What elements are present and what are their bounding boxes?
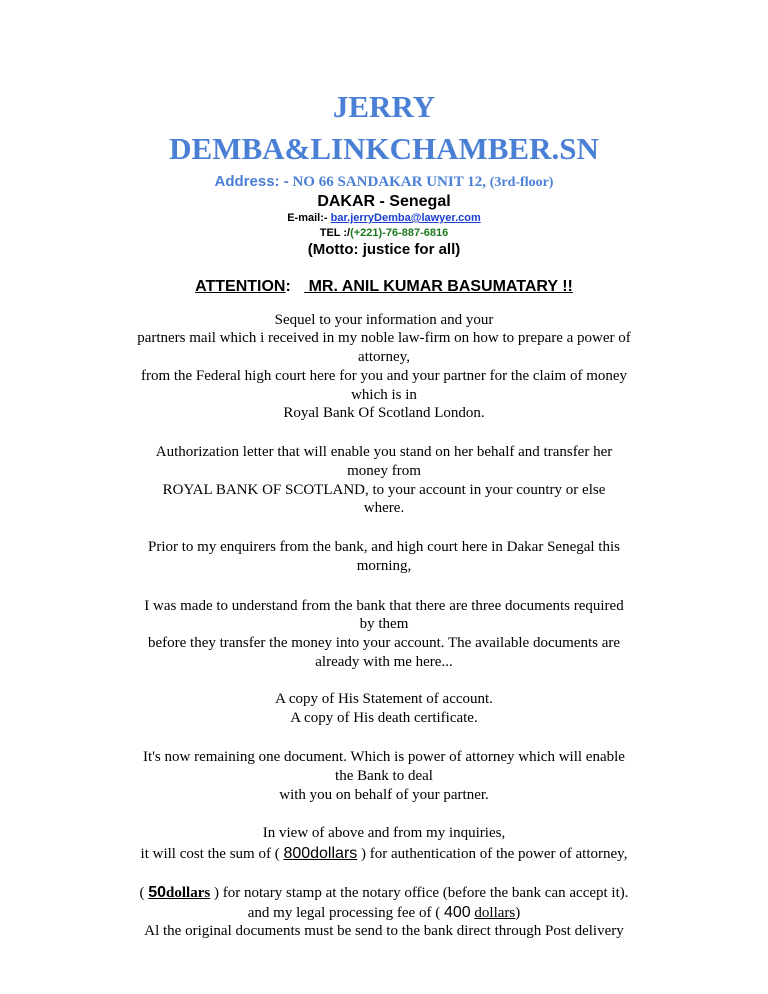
attention-colon: : (285, 278, 291, 295)
city-line: DAKAR - Senegal (317, 193, 451, 210)
email-label: E-mail:- (287, 212, 328, 224)
p4-line: by them (359, 616, 409, 632)
last-line: Al the original documents must be send to the bank direct through Post delivery (144, 923, 624, 939)
address-value: NO 66 SANDAKAR UNIT 12, (292, 174, 486, 190)
fee3-pre: and my legal processing fee of ( (247, 905, 441, 921)
motto: (Motto: justice for all) (307, 241, 461, 258)
address-label: Address: - (214, 173, 289, 190)
p1-line: from the Federal high court here for you and your partner for the claim of money (140, 368, 628, 384)
address-floor: (3rd-floor) (489, 175, 554, 190)
p7-line: In view of above and from my inquiries, (262, 825, 506, 841)
p2-line: where. (363, 500, 405, 516)
p6-line: with you on behalf of your partner. (279, 787, 489, 803)
p5-line: A copy of His Statement of account. (275, 691, 493, 707)
email-link[interactable]: bar.jerryDemba@lawyer.com (330, 212, 481, 224)
fee1-line (100, 844, 668, 864)
p1-line: partners mail which i received in my noble law-firm on how to prepare a power of (137, 330, 631, 346)
tel-line (100, 226, 668, 240)
p1-line: attorney, (358, 349, 410, 365)
fee3-amount-num: 400 (443, 904, 471, 921)
p3-line: morning, (356, 558, 412, 574)
fee3-line (100, 903, 668, 923)
attention-label: ATTENTION (195, 278, 286, 295)
p6-line: the Bank to deal (335, 768, 433, 784)
p4-line: before they transfer the money into your account. The available documents are (147, 635, 621, 651)
fee1-post: ) for authentication of the power of attorney, (361, 846, 628, 862)
firm-name-line2: DEMBA&LINKCHAMBER.SN (169, 131, 599, 166)
fee2-line (100, 883, 668, 903)
fee2-amount-num: 50 (148, 884, 167, 901)
fee2-amount-unit: dollars (166, 885, 211, 901)
p2-line: Authorization letter that will enable you stand on her behalf and transfer her (155, 444, 613, 460)
fee3-amount-unit: dollars (474, 905, 516, 921)
p2-line: money from (347, 463, 421, 479)
fee1-amount: 800dollars (283, 845, 358, 862)
fee1-pre: it will cost the sum of ( (140, 846, 280, 862)
fee2-post: ) for notary stamp at the notary office (before the bank can accept it). (213, 885, 629, 901)
p1-line: which is in (351, 387, 417, 403)
p5-line: A copy of His death certificate. (290, 710, 478, 726)
tel-number: (+221)-76-887-6816 (350, 227, 449, 239)
firm-name-line1: JERRY (332, 89, 436, 124)
p1-line: Royal Bank Of Scotland London. (283, 405, 485, 421)
p2-line: ROYAL BANK OF SCOTLAND, to your account in your country or else (162, 482, 606, 498)
attention-line (100, 277, 668, 297)
p4-line: already with me here... (315, 654, 453, 670)
p1-line: Sequel to your information and your (274, 312, 494, 328)
p3-line: Prior to my enquirers from the bank, and high court here in Dakar Senegal this (148, 539, 620, 555)
attention-recipient: MR. ANIL KUMAR BASUMATARY !! (304, 278, 573, 295)
address-line (100, 172, 668, 192)
tel-label: TEL :/ (319, 227, 351, 239)
fee3-post: ) (515, 905, 521, 921)
fee2-pre: ( (139, 885, 145, 901)
email-line (100, 211, 668, 225)
p4-line: I was made to understand from the bank that there are three documents required (144, 598, 624, 614)
p6-line: It's now remaining one document. Which is power of attorney which will enable (143, 749, 625, 765)
